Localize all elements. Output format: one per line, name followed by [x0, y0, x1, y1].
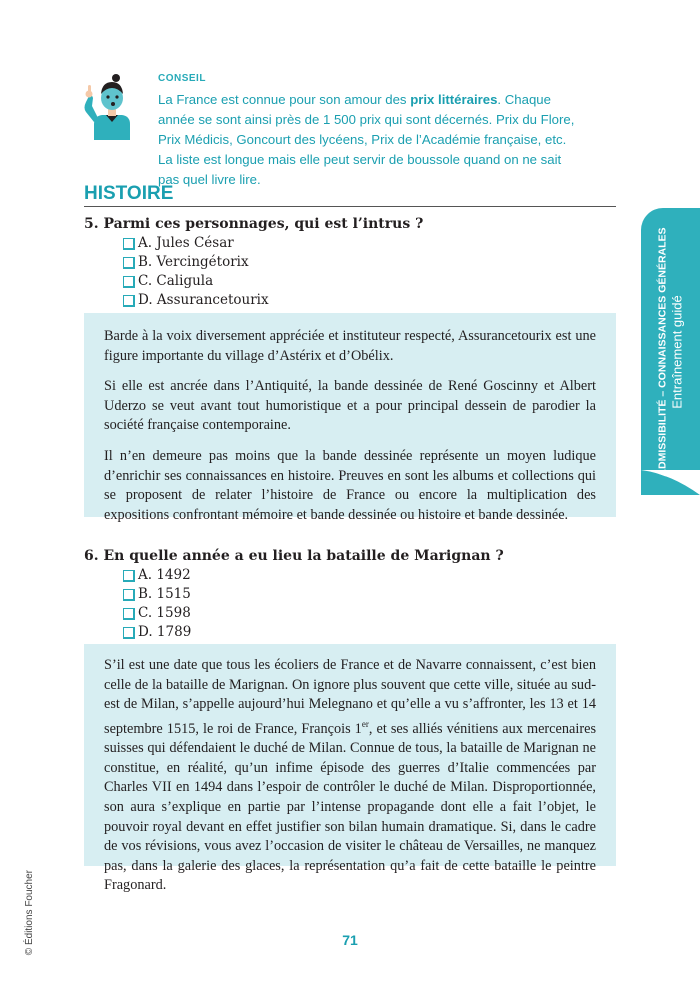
q5-answer-paragraph: Il n’en demeure pas moins que la bande dessinée représente un moyen ludique d’enrichir ses connaissances en histoire. Preuves en sont les albums et collections qui se proposent de relater l’histoire de France ou encore la multiplication des expositions confrontant mémoire et bande dessinée ou histoire et bande dessinée.	[104, 447, 596, 523]
option-label: C. 1598	[138, 605, 191, 621]
advice-label: CONSEIL	[158, 73, 206, 84]
checkbox-icon[interactable]	[123, 276, 135, 288]
option-label: D. 1789	[138, 624, 192, 640]
checkbox-icon[interactable]	[123, 238, 135, 250]
question-5: 5. Parmi ces personnages, qui est l’intrus ?	[84, 216, 424, 232]
option-label: A. Jules César	[138, 235, 234, 251]
section-divider	[84, 206, 616, 207]
q5-option-d[interactable]	[123, 291, 269, 310]
q6-option-b[interactable]	[123, 585, 191, 604]
option-label: C. Caligula	[138, 273, 214, 289]
q5-answer-box	[84, 313, 616, 523]
q5-answer-paragraph: Si elle est ancrée dans l’Antiquité, la bande dessinée de René Goscinny et Albert Uderzo se veut avant tout humoristique et a pour principal dessein de parodier la société française contemporaine.	[104, 378, 596, 434]
q5-option-c[interactable]	[123, 272, 269, 291]
q6-answer-text-start: S’il est une date que tous les écoliers de France et de Navarre connaissent, c’est bien celle de la bataille de Marignan. On ignore plus souvent que cette ville, située au sud-est de Milan, s’appelle aujourd’hui Melegnano et qu’elle a vu s’affronter, les 13 et 14 septembre 1515, le roi de France, François 1	[104, 657, 596, 737]
q6-option-d[interactable]	[123, 623, 191, 642]
q5-option-b[interactable]	[123, 253, 269, 272]
q6-answer-paragraph	[104, 656, 596, 896]
question-5-options	[123, 234, 269, 310]
option-label: B. 1515	[138, 586, 191, 602]
advice-text-start: La France est connue pour son amour des	[158, 92, 411, 107]
chapter-title: ADMISSIBILITÉ – CONNAISSANCES GÉNÉRALES	[656, 227, 669, 477]
checkbox-icon[interactable]	[123, 257, 135, 269]
q6-option-c[interactable]	[123, 604, 191, 623]
advice-character-icon	[80, 72, 140, 140]
copyright-notice: © Éditions Foucher	[24, 870, 35, 956]
checkbox-icon[interactable]	[123, 627, 135, 639]
advice-text-bold: prix littéraires	[410, 92, 498, 107]
advice-text	[158, 90, 578, 190]
advice-text-end: . Chaque année se sont ainsi près de 1 500 prix qui sont décernés. Prix du Flore, Prix Médicis, Goncourt des lycéens, Prix de l’Académie française, etc. La liste est longue mais elle peut servir de boussole quand on ne sait pas quel livre lire.	[158, 92, 575, 187]
q6-option-a[interactable]	[123, 566, 191, 585]
q6-answer-box	[84, 644, 616, 894]
q5-option-a[interactable]	[123, 234, 269, 253]
option-label: D. Assurancetourix	[138, 292, 269, 308]
question-6: 6. En quelle année a eu lieu la bataille de Marignan ?	[84, 548, 504, 564]
question-6-options	[123, 566, 191, 642]
checkbox-icon[interactable]	[123, 570, 135, 582]
option-label: A. 1492	[138, 567, 191, 583]
section-title: HISTOIRE	[84, 183, 174, 204]
chapter-subtitle: Entraînement guidé	[669, 295, 685, 409]
chapter-side-label	[656, 227, 685, 476]
page-number: 71	[342, 932, 358, 948]
option-label: B. Vercingétorix	[138, 254, 249, 270]
q6-answer-superscript: er	[361, 718, 369, 729]
checkbox-icon[interactable]	[123, 589, 135, 601]
q5-answer-paragraph: Barde à la voix diversement appréciée et instituteur respecté, Assurancetourix est une figure importante du village d’Astérix et d’Obélix.	[104, 328, 596, 364]
q6-answer-text-end: , et ses alliés vénitiens aux mercenaires suisses qui défendaient le duché de Milan. Connue de tous, la bataille de Marignan ne constitue, en réalité, qu’un infime épisode des guerres d’Italie commencées par Charles VII en 1494 dans l’espoir de contrôler le duché de Milan. Disproportionnée, son aura s’explique en partie par l’intense propagande dont elle a fait l’objet, le pouvoir royal devant en effet justifier son bilan humain dramatique. Si, dans le cadre de vos révisions, vous avez l’occasion de visiter le château de Versailles, ne manquez pas, dans la galerie des glaces, la représentation qu’a fait de cette bataille le peintre Fragonard.	[104, 720, 597, 894]
checkbox-icon[interactable]	[123, 295, 135, 307]
checkbox-icon[interactable]	[123, 608, 135, 620]
